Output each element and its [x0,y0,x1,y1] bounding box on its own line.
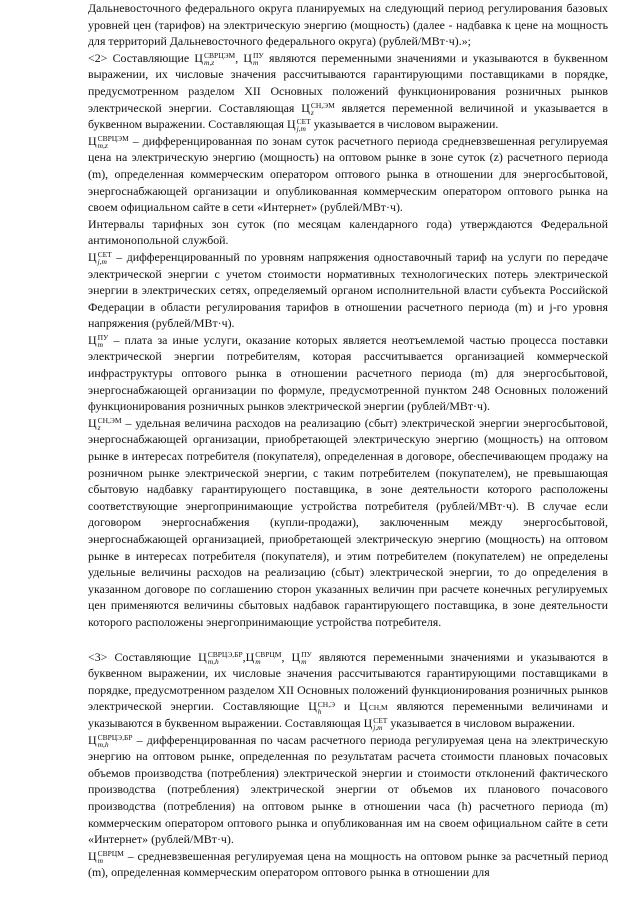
formula-symbol [363,715,388,733]
symbol-base: Ц [194,50,204,65]
symbol-base: Ц [301,100,310,115]
symbol-indices [98,850,124,864]
symbol-sub: m [255,656,261,666]
formula-symbol [198,650,243,664]
text-span: – дифференцированная по часам расчетного периода регулируемая цена на электрическую энергию на оптовом рынке, определенная по результатам расчета стоимости плановых почасовых объемов производства (потребления) электрической энергии и стоимости отклонений фактического производства (потребления) электрической энергии от объемов их планового почасового производства (потребления) на оптовом рынке в отношении часа (h) расчетного периода (m) коммерческим оператором оптового рынка и опубликованная им на своем официальном сайте в сети «Интернет» (рублей/МВт·ч). [88,732,608,847]
formula-symbol [88,249,112,267]
symbol-indices [98,251,112,265]
symbol-base: Ц [363,715,373,730]
definition-pu [88,332,608,415]
paragraph-gap [88,631,608,649]
symbol-indices [204,52,235,66]
symbol-sup: СВРЦМ [97,848,124,858]
definition-svrcem [88,133,608,216]
text-span: Составляющие [114,649,192,664]
symbol-indices [208,651,243,665]
symbol-sup: ПУ [301,649,312,659]
note-marker: <2> [88,50,108,65]
formula-symbol [301,101,335,115]
formula-symbol [359,699,388,713]
symbol-sub: m,z [204,58,215,68]
text-span: – дифференцированный по уровням напряжения одноставочный тариф на услуги по передаче электрической энергии с учетом стоимости нормативных технологических потерь электрической энергии в электрических сетях, определяемый органом исполнительной власти субъекта Российской Федерации в области регулирования тарифов в отношении расчетного периода (m) и j-го уровня напряжения (рублей/МВт·ч). [88,249,608,331]
text-span: указывается в числовом выражении. [390,715,576,730]
symbol-sup: СВРЦЭМ [97,134,129,144]
symbol-sup: СВРЦЭ,БР [207,649,243,659]
symbol-indices [297,118,311,132]
symbol-sub: m,h [97,739,109,749]
formula-symbol [88,849,124,863]
symbol-sup: СЕТ [373,716,388,726]
formula-symbol [246,650,282,664]
symbol-base: Ц [308,699,317,714]
symbol-sup: СН,ЭМ [310,100,335,110]
symbol-base: Ц [286,117,296,132]
symbol-sub: j,m [97,257,107,267]
symbol-sub: h [317,706,322,716]
symbol-sub: m [253,58,259,68]
text-span: – дифференцированная по зонам суток расчетного периода средневзвешенная регулируемая цена на электрическую энергию (мощность) на оптовом рынке в зоне суток (z) расчетного периода (m), определенная коммерческим оператором оптового рынка в отношении для энергосбытовой, энергоснабжающей организации и опубликованная коммерческим оператором оптового рынка на своем официальном сайте в сети «Интернет» (рублей/МВт·ч). [88,133,608,215]
definition-snem [88,415,608,631]
symbol-base: Ц [88,133,97,148]
formula-symbol [292,650,312,664]
note-2-paragraph: <2> Составляющие Ц СВРЦЭМ m,z , Ц ПУ m являются переменными значениями и указываются в буквенном выражении, их числовые значения рассчитываются гарантирующими поставщиками в порядке, предусмотренном разделом XII Основных положений функционирования розничных рынков электрической энергии. Составляющая Ц СН,ЭМ z является переменной величиной и указывается в буквенном выражении. Составляющая Ц СЕТ j,m указывается в числовом выражении. [88,50,608,134]
symbol-sup: СВРЦМ [255,649,282,659]
symbol-base: Ц [88,332,97,347]
symbol-sup: СЕТ [97,250,112,260]
formula-symbol [308,699,336,716]
symbol-sub: j,m [373,723,383,733]
symbol-indices [301,651,312,665]
symbol-base: Ц [88,415,97,430]
text-span: – плата за иные услуги, оказание которых является неотъемлемой частью процесса поставки электрической энергии потребителям, которая рассчитывается организацией коммерческой инфраструктуры оптового рынка в отношении расчетного периода (m) для энергосбытовой, энергоснабжающей организации по формуле, предусмотренной пунктом 248 Основных положений функционирования розничных рынков электрической энергии (рублей/МВт·ч). [88,332,609,414]
symbol-sub: m [97,855,104,865]
formula-symbol [243,50,264,68]
symbol-indices [373,717,387,731]
symbol-indices [98,135,129,149]
symbol-sub: m [97,340,104,350]
symbol-base: Ц [243,50,253,65]
text-span: указывается в числовом выражении. [313,117,499,132]
symbol-sub: z [97,423,101,433]
symbol-sub: m,z [97,141,108,151]
symbol-base: Ц [245,649,255,664]
formula-symbol [194,50,236,68]
symbol-indices [311,102,335,116]
symbol-base: Ц [88,249,97,264]
symbol-sub: m [301,656,307,666]
paragraph-intervals [88,216,608,249]
symbol-base: Ц [198,649,207,664]
note-marker: <3> [88,649,108,664]
formula-symbol [88,133,129,151]
definition-svrce-br [88,732,608,848]
formula-symbol [88,733,133,747]
symbol-indices [98,417,122,431]
symbol-sup: СН,ЭМ [97,416,122,426]
symbol-base: Ц [359,699,368,714]
text-span: является переменной величиной и указывается в буквенном выражении. Составляющая [88,100,608,132]
text-span: Интервалы тарифных зон суток (по месяцам календарного года) утверждаются Федеральной антимонопольной службой. [88,216,608,248]
formula-symbol [88,415,122,433]
symbol-sup: СН,Э [317,699,336,709]
text-span: являются переменными значениями и указываются в буквенном выражении, их числовые значения рассчитываются гарантирующими поставщиками в порядке, предусмотренном разделом XII Основных положений функционирования розничных рынков электрической энергии. Составляющая [88,50,608,115]
text-span: Дальневосточного федерального округа планируемых на следующий период регулирования базовых уровней цен (тарифов) на электрическую энергию (мощность) (далее - надбавка к цене на мощность для территорий Дальневосточного федерального округа) (рублей/МВт·ч).»; [88,1,608,49]
formula-symbol [286,117,311,134]
symbol-base: Ц [291,649,301,664]
definition-svrcm [88,848,608,881]
symbol-sub: j,m [296,124,306,134]
text-span: являются переменными величинами и указываются в буквенном выражении. Составляющая [88,699,608,730]
text-span: являются переменными значениями и указываются в буквенном выражении, их числовые значения рассчитываются гарантирующими поставщиками в порядке, предусмотренном разделом XII Основных положений функционирования розничных рынков электрической энергии. Составляющие [88,649,608,714]
symbol-sup: СЕТ [296,117,311,127]
formula-symbol [88,332,109,350]
symbol-indices [98,734,133,748]
symbol-sup: СН,М [368,703,388,713]
text-span: – удельная величина расходов на реализацию (сбыт) электрической энергии энергосбытовой, энергоснабжающей организации, приобретающей электрическую энергию (мощность) на оптовом рынке в интересах потребителя (покупателя), определенная в договоре, обеспечивающем продажу на розничном рынке электрической энергии, с таким потребителем (покупателем), не превышающая сбытовую надбавку гарантирующего поставщика, в зоне деятельности которого расположены соответствующие энергопринимающие устройства потребителя (рублей/МВт·ч). В случае если договором энергоснабжения (купли-продажи), заключенным между энергосбытовой, энергоснабжающей организацией, приобретающей электрическую энергию (мощность) на оптовом рынке в интересах потребителя (покупателя), и этим потребителем (покупателем) не определены удельные величины расходов на реализацию (сбыт) электрической энергии, то до определения в указанном договоре по соглашению сторон указанных величин при расчете конечных регулируемых цен применяются величины сбытовых надбавок гарантирующего поставщика, в зоне деятельности которого расположены энергопринимающие устройства потребителя. [88,415,608,629]
symbol-sup: ПУ [97,333,109,343]
text-span: – средневзвешенная регулируемая цена на мощность на оптовом рынке за расчетный период (m), определенная коммерческим оператором оптового рынка в отношении для [88,848,608,880]
text-span: и [343,699,351,714]
symbol-indices [98,334,109,348]
symbol-sup: ПУ [253,51,264,61]
note-3-paragraph: <3> Составляющие Ц СВРЦЭ,БР m,h ,Ц СВРЦМ m , Ц ПУ m являются переменными значениями и указываются в буквенном выражении, их числовые значения рассчитываются гарантирующими поставщиками в порядке, предусмотренном разделом XII Основных положений функционирования розничных рынков электрической энергии. Составляющие Ц СН,Э h и Ц СН,М являются переменными величинами и указываются в буквенном выражении. Составляющая Ц СЕТ j,m указывается в числовом выражении. [88,649,608,733]
paragraph-intro [88,0,608,50]
symbol-indices [253,52,264,66]
symbol-indices [369,704,388,711]
symbol-sup: СВРЦЭ,БР [97,732,133,742]
symbol-sub: z [310,107,314,117]
symbol-indices [318,701,335,715]
symbol-base: Ц [88,848,97,863]
symbol-sup: СВРЦЭМ [204,51,236,61]
document-page [88,0,608,905]
text-span: Составляющие [112,50,190,65]
symbol-indices [255,651,281,665]
definition-set [88,249,608,332]
symbol-base: Ц [88,732,97,747]
symbol-sub: m,h [207,656,219,666]
